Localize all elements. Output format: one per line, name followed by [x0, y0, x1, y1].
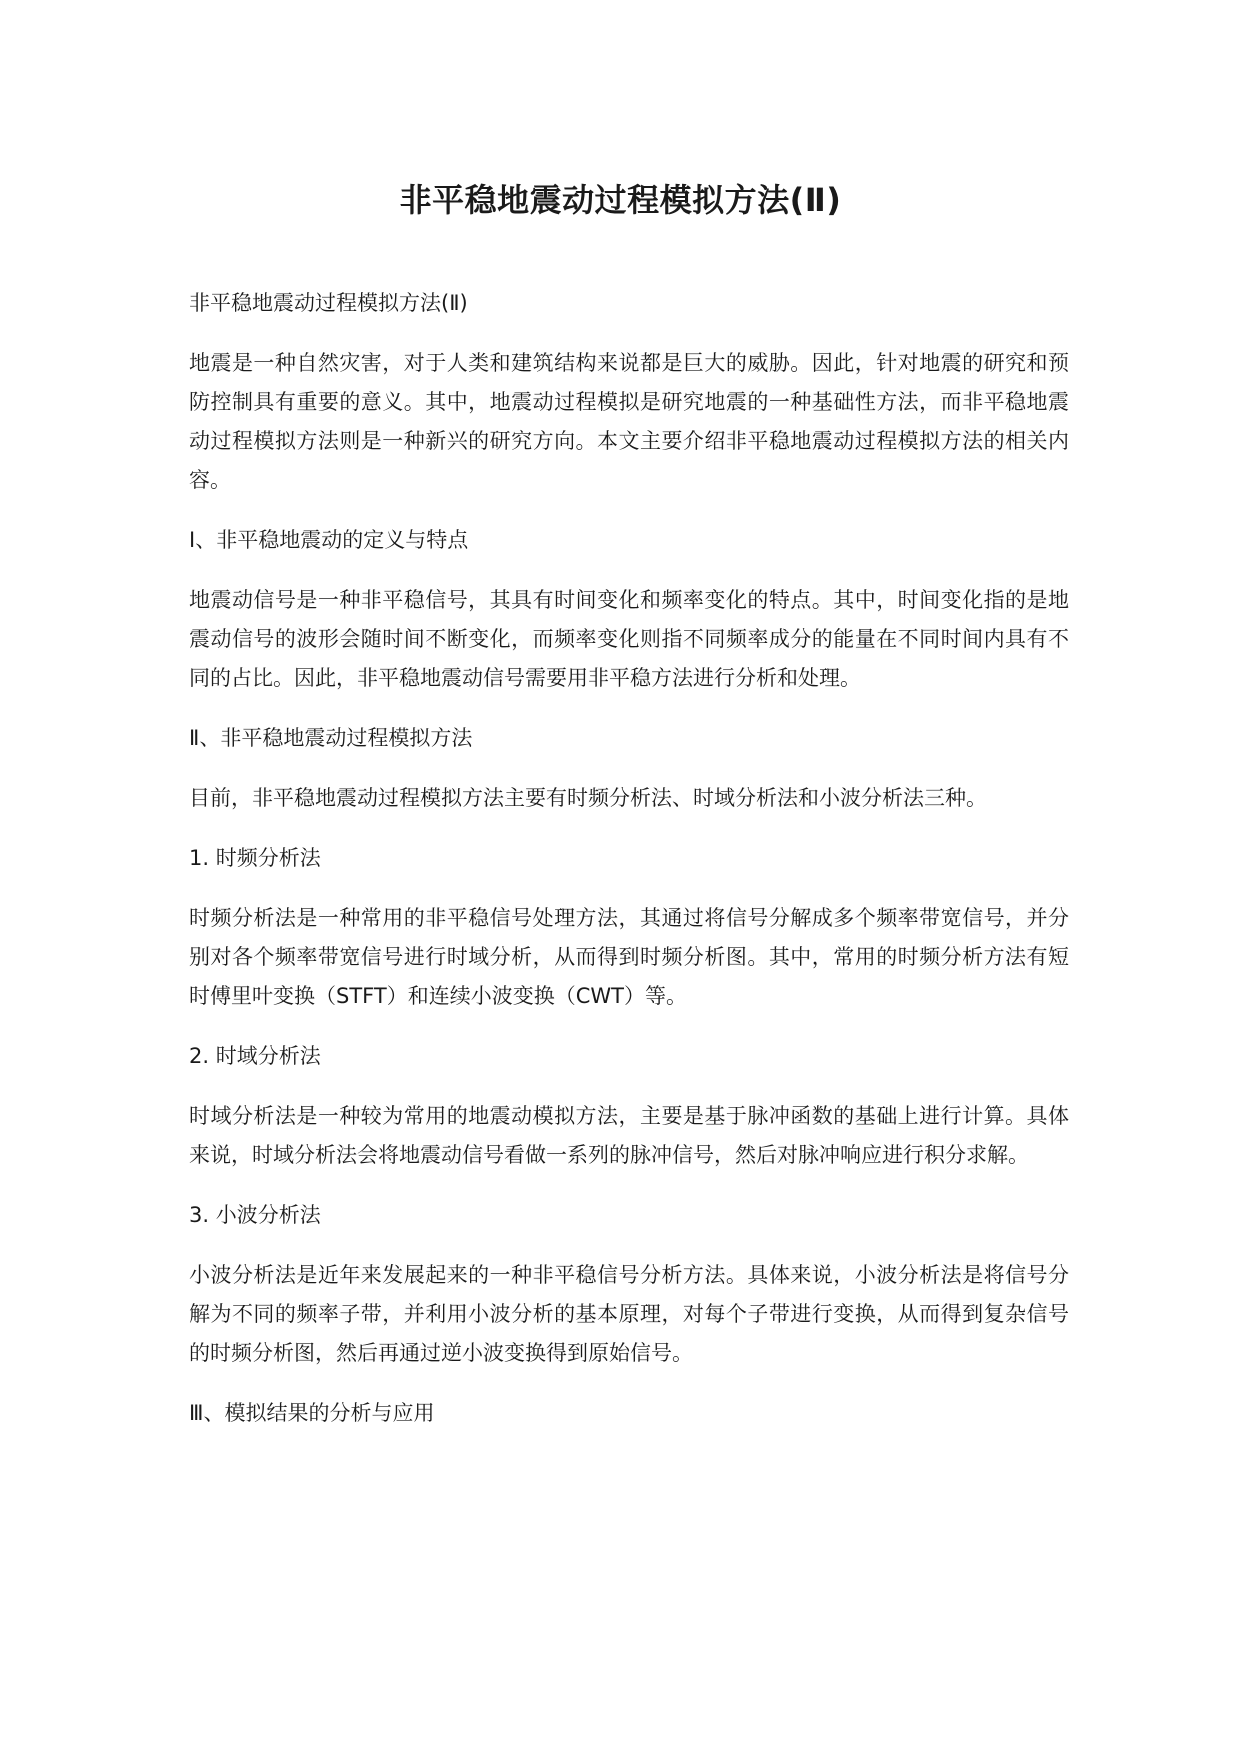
section-heading-2: Ⅱ、非平稳地震动过程模拟方法 [189, 726, 473, 750]
method-3-paragraph: 小波分析法是近年来发展起来的一种非平稳信号分析方法。具体来说，小波分析法是将信号分解为不同的频率子带，并利用小波分析的基本原理，对每个子带进行变换，从而得到复杂信号的时频分析图，然后再通过逆小波变换得到原始信号。 [189, 1263, 1069, 1365]
method-heading-1: 1. 时频分析法 [189, 846, 321, 870]
method-2-paragraph: 时域分析法是一种较为常用的地震动模拟方法，主要是基于脉冲函数的基础上进行计算。具体来说，时域分析法会将地震动信号看做一系列的脉冲信号，然后对脉冲响应进行积分求解。 [189, 1104, 1069, 1167]
method-heading-2: 2. 时域分析法 [189, 1044, 321, 1068]
section-2-intro-paragraph: 目前，非平稳地震动过程模拟方法主要有时频分析法、时域分析法和小波分析法三种。 [189, 786, 987, 810]
section-heading-1: Ⅰ、非平稳地震动的定义与特点 [189, 528, 469, 552]
document-title: 非平稳地震动过程模拟方法(Ⅱ) [399, 181, 842, 219]
section-heading-3: Ⅲ、模拟结果的分析与应用 [189, 1401, 435, 1425]
intro-paragraph: 地震是一种自然灾害，对于人类和建筑结构来说都是巨大的威胁。因此，针对地震的研究和预防控制具有重要的意义。其中，地震动过程模拟是研究地震的一种基础性方法，而非平稳地震动过程模拟方法则是一种新兴的研究方向。本文主要介绍非平稳地震动过程模拟方法的相关内容。 [189, 351, 1069, 492]
section-1-paragraph: 地震动信号是一种非平稳信号，其具有时间变化和频率变化的特点。其中，时间变化指的是地震动信号的波形会随时间不断变化，而频率变化则指不同频率成分的能量在不同时间内具有不同的占比。因此，非平稳地震动信号需要用非平稳方法进行分析和处理。 [189, 588, 1069, 690]
document-body [189, 284, 1069, 1433]
document-subtitle: 非平稳地震动过程模拟方法(Ⅱ) [189, 291, 468, 315]
method-heading-3: 3. 小波分析法 [189, 1203, 321, 1227]
method-1-paragraph: 时频分析法是一种常用的非平稳信号处理方法，其通过将信号分解成多个频率带宽信号，并分别对各个频率带宽信号进行时域分析，从而得到时频分析图。其中，常用的时频分析方法有短时傅里叶变换（STFT）和连续小波变换（CWT）等。 [189, 906, 1069, 1008]
